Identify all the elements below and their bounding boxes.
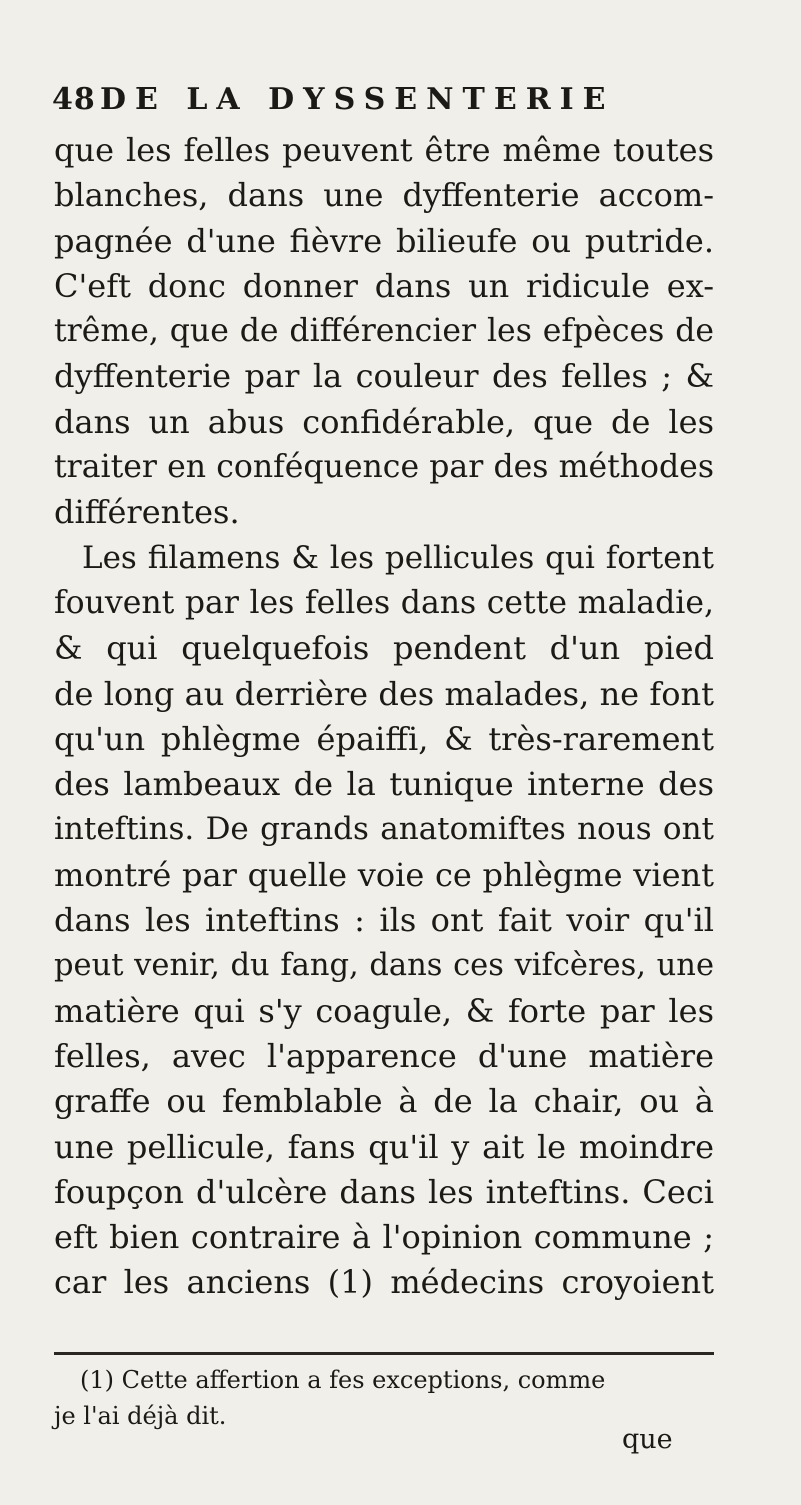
text-line: traiter en conféquence par des méthodes [54, 449, 714, 486]
text-line: des lambeaux de la tunique interne des [54, 765, 714, 804]
text-line: car les anciens (1) médecins croyoient [54, 1263, 714, 1302]
body-text [54, 128, 714, 1306]
text-line: graffe ou femblable à de la chair, ou à [54, 1082, 714, 1121]
running-title: DE LA DYSSENTERIE [100, 82, 615, 117]
text-line: une pellicule, fans qu'il y ait le moindre [54, 1127, 714, 1166]
text-line: matière qui s'y coagule, & forte par les [54, 991, 714, 1030]
text-line: dans les inteftins : ils ont fait voir qu'il [54, 901, 714, 940]
text-line: de long au derrière des malades, ne font [54, 674, 714, 713]
footnote-rule [54, 1352, 714, 1355]
text-line: Les filamens & les pellicules qui fortent [82, 539, 714, 576]
page-header [52, 74, 692, 124]
text-line: fouvent par les felles dans cette maladie, [54, 584, 714, 621]
catchword: que [622, 1424, 673, 1455]
text-line: montré par quelle voie ce phlègme vient [54, 855, 714, 894]
text-line: pagnée d'une fièvre bilieufe ou putride. [54, 221, 714, 260]
page-number: 48 [52, 82, 96, 117]
text-line: que les felles peuvent être même toutes [54, 131, 714, 169]
text-line: felles, avec l'apparence d'une matière [54, 1036, 714, 1075]
text-line: eft bien contraire à l'opinion commune ; [54, 1218, 714, 1257]
text-line: différentes. [54, 493, 240, 532]
text-line: foupçon d'ulcère dans les inteftins. Ceci [54, 1172, 714, 1211]
text-line: & qui quelquefois pendent d'un pied [54, 629, 714, 668]
text-line: blanches, dans une dyffenterie accom- [54, 176, 714, 215]
text-line: C'eft donc donner dans un ridicule ex- [54, 266, 714, 305]
footnote [54, 1362, 714, 1434]
text-line: dyffenterie par la couleur des felles ; & [54, 357, 714, 396]
text-line: peut venir, du fang, dans ces vifcères, une [54, 948, 714, 984]
footnote-line: (1) Cette affertion a fes exceptions, comme [80, 1366, 606, 1394]
text-line: qu'un phlègme épaiffi, & très-rarement [54, 719, 714, 758]
footnote-line: je l'ai déjà dit. [54, 1402, 227, 1430]
text-line: trême, que de différencier les efpèces de [54, 313, 714, 350]
text-line: inteftins. De grands anatomiftes nous ont [54, 811, 714, 848]
text-line: dans un abus confidérable, que de les [54, 402, 714, 441]
